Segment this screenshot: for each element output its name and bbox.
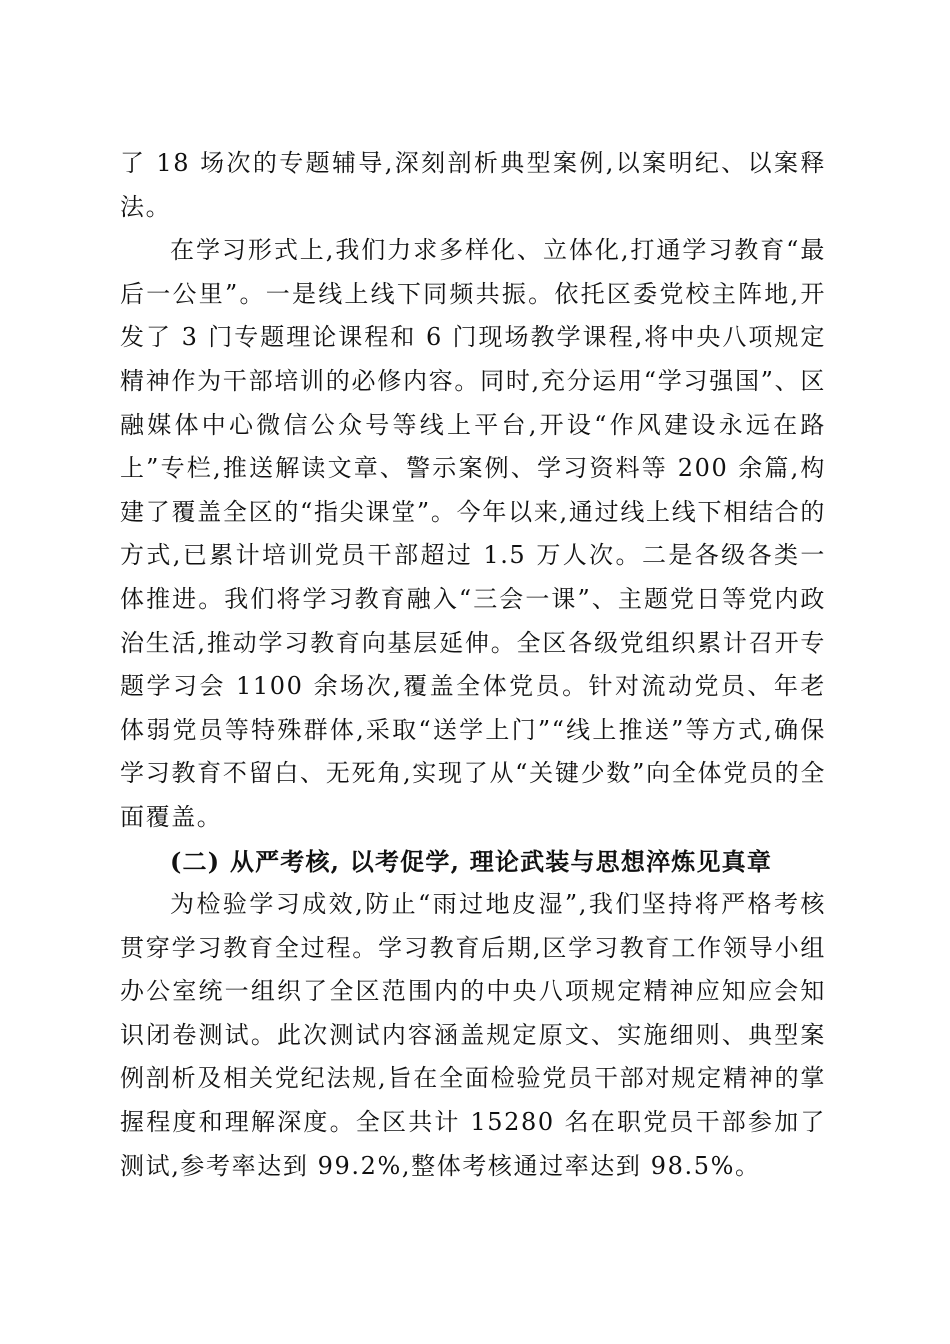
paragraph-assessment: 为检验学习成效,防止“雨过地皮湿”,我们坚持将严格考核贯穿学习教育全过程。学习教育后期,区学习教育工作领导小组办公室统一组织了全区范围内的中央八项规定精神应知应会知识闭卷测试。此次测试内容涵盖规定原文、实施细则、典型案例剖析及相关党纪法规,旨在全面检验党员干部对规定精神的掌握程度和理解深度。全区共计 15280 名在职党员干部参加了测试,参考率达到 99.2%,整体考核通过率达到 98.5%。 [120, 890, 826, 1180]
document-body [120, 142, 826, 1188]
section-heading-2: (二) 从严考核, 以考促学, 理论武装与思想淬炼见真章 [170, 846, 773, 876]
paragraph-learning-forms: 在学习形式上,我们力求多样化、立体化,打通学习教育“最后一公里”。一是线上线下同频共振。依托区委党校主阵地,开发了 3 门专题理论课程和 6 门现场教学课程,将中央八项规定精神作为干部培训的必修内容。同时,充分运用“学习强国”、区融媒体中心微信公众号等线上平台,开设“作风建设永远在路上”专栏,推送解读文章、警示案例、学习资料等 200 余篇,构建了覆盖全区的“指尖课堂”。今年以来,通过线上线下相结合的方式,已累计培训党员干部超过 1.5 万人次。二是各级各类一体推进。我们将学习教育融入“三会一课”、主题党日等党内政治生活,推动学习教育向基层延伸。全区各级党组织累计召开专题学习会 1100 余场次,覆盖全体党员。针对流动党员、年老体弱党员等特殊群体,采取“送学上门”“线上推送”等方式,确保学习教育不留白、无死角,实现了从“关键少数”向全体党员的全面覆盖。 [120, 236, 826, 831]
paragraph-continuation: 了 18 场次的专题辅导,深刻剖析典型案例,以案明纪、以案释法。 [120, 149, 826, 221]
